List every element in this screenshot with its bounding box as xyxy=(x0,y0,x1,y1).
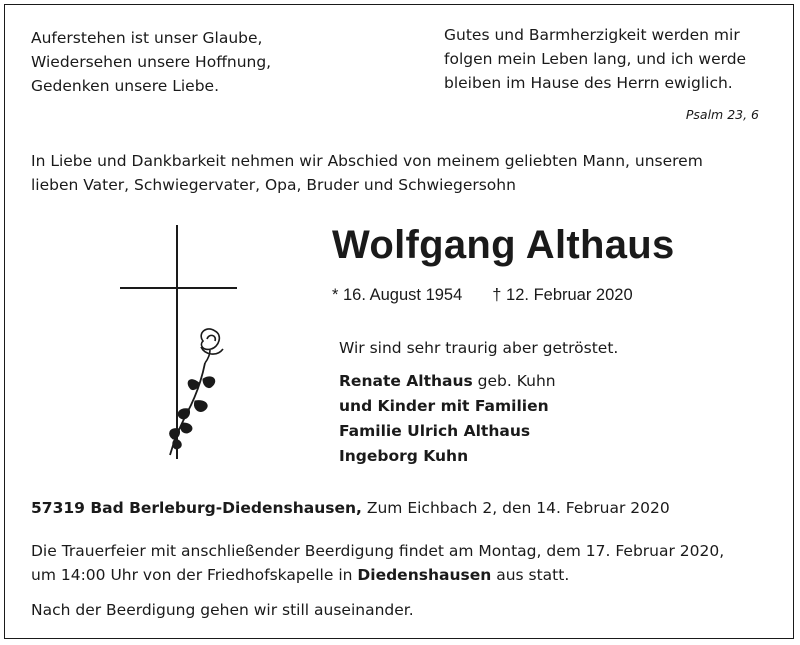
mourner-maiden: geb. Kuhn xyxy=(472,372,556,390)
condolence-line: Wir sind sehr traurig aber getröstet. xyxy=(339,339,619,357)
mourner-line: Familie Ulrich Althaus xyxy=(339,422,531,440)
service-line xyxy=(31,563,724,587)
verse-right-line: Gutes und Barmherzigkeit werden mir xyxy=(444,26,740,44)
rose-bloom xyxy=(201,329,223,363)
mourner-line xyxy=(339,369,556,394)
cross-and-rose-icon xyxy=(115,223,245,468)
verse-right-line: bleiben im Hause des Herrn ewiglich. xyxy=(444,74,733,92)
verse-left-line: Wiedersehen unsere Hoffnung, xyxy=(31,53,272,71)
funeral-service-text xyxy=(31,539,724,587)
psalm-reference: Psalm 23, 6 xyxy=(685,107,759,122)
verse-left-line: Gedenken unsere Liebe. xyxy=(31,77,219,95)
address-place: 57319 Bad Berleburg-Diedenshausen, xyxy=(31,499,362,517)
verse-left-line: Auferstehen ist unser Glaube, xyxy=(31,29,263,47)
address-rest: Zum Eichbach 2, den 14. Februar 2020 xyxy=(361,499,670,517)
birth-date: * 16. August 1954 xyxy=(332,286,463,304)
mourner-name: Renate Althaus xyxy=(339,372,473,390)
closing-line: Nach der Beerdigung gehen wir still auseinander. xyxy=(31,601,414,619)
life-dates xyxy=(332,286,633,305)
intro-line: In Liebe und Dankbarkeit nehmen wir Abschied von meinem geliebten Mann, unserem xyxy=(31,152,703,170)
verse-right-line: folgen mein Leben lang, und ich werde xyxy=(444,50,747,68)
service-text: aus statt. xyxy=(491,566,570,584)
mourner-line: und Kinder mit Familien xyxy=(339,397,549,415)
mourner-line: Ingeborg Kuhn xyxy=(339,447,469,465)
service-location: Diedenshausen xyxy=(357,566,492,584)
verse-right xyxy=(444,23,746,95)
intro-text xyxy=(31,149,703,197)
mourners-list xyxy=(339,369,556,469)
deceased-name: Wolfgang Althaus xyxy=(332,223,675,267)
service-text: um 14:00 Uhr von der Friedhofskapelle in xyxy=(31,566,358,584)
obituary-frame xyxy=(4,4,794,639)
intro-line: lieben Vater, Schwiegervater, Opa, Bruder und Schwiegersohn xyxy=(31,176,516,194)
address-line xyxy=(31,499,670,517)
death-date: † 12. Februar 2020 xyxy=(492,286,633,304)
service-line: Die Trauerfeier mit anschließender Beerdigung findet am Montag, dem 17. Februar 2020, xyxy=(31,542,725,560)
verse-left xyxy=(31,26,271,98)
